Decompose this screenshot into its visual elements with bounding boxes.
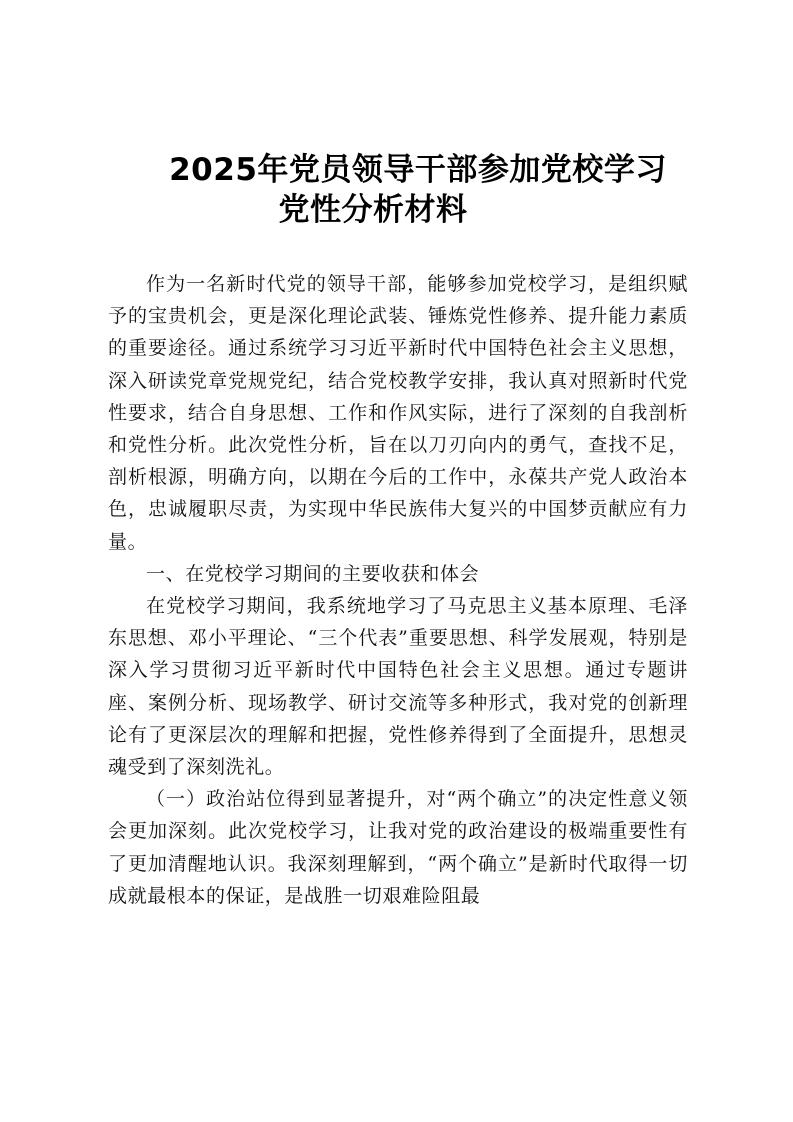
- document-title-line-1: 2025年党员领导干部参加党校学习: [169, 152, 667, 188]
- document-title-line-2: 党性分析材料: [278, 192, 468, 228]
- section-1-paragraph-2: （一）政治站位得到显著提升，对“两个确立”的决定性意义领会更加深刻。此次党校学习，让我对党的政治建设的极端重要性有了更加清醒地认识。我深刻理解到，“两个确立”是新时代取得一切成就最根本的保证，是战胜一切艰难险阻最: [108, 788, 688, 907]
- intro-paragraph: 作为一名新时代党的领导干部，能够参加党校学习，是组织赋予的宝贵机会，更是深化理论武装、锤炼党性修养、提升能力素质的重要途径。通过系统学习习近平新时代中国特色社会主义思想，深入研读党章党规党纪，结合党校教学安排，我认真对照新时代党性要求，结合自身思想、工作和作风实际，进行了深刻的自我剖析和党性分析。此次党性分析，旨在以刀刃向内的勇气，查找不足，剖析根源，明确方向，以期在今后的工作中，永葆共产党人政治本色，忠诚履职尽责，为实现中华民族伟大复兴的中国梦贡献应有力量。: [108, 273, 688, 553]
- section-1-paragraph-1: 在党校学习期间，我系统地学习了马克思主义基本原理、毛泽东思想、邓小平理论、“三个代表”重要思想、科学发展观，特别是深入学习贯彻习近平新时代中国特色社会主义思想。通过专题讲座、案例分析、现场教学、研讨交流等多种形式，我对党的创新理论有了更深层次的理解和把握，党性修养得到了全面提升，思想灵魂受到了深刻洗礼。: [108, 595, 688, 779]
- document-body: [108, 268, 688, 912]
- section-heading-1: 一、在党校学习期间的主要收获和体会: [146, 562, 480, 585]
